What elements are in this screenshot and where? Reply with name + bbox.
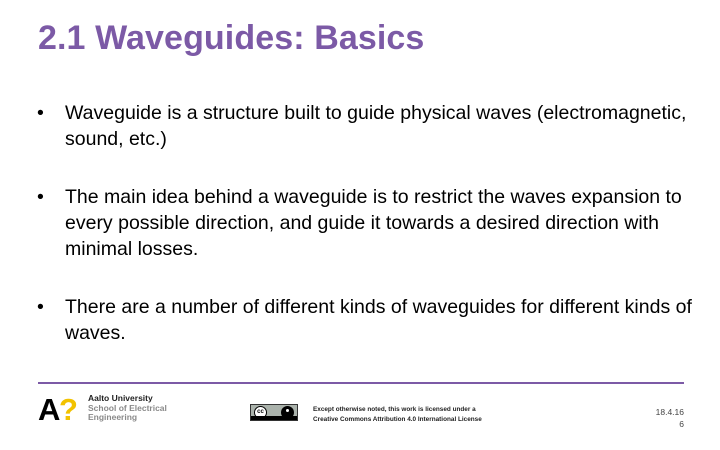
license-line2: Creative Commons Attribution 4.0 International License (313, 416, 482, 423)
bullet-marker: • (37, 102, 44, 124)
school-name-line2: Engineering (88, 412, 138, 422)
bullet-item (37, 100, 697, 152)
slide-date: 18.4.16 (655, 407, 684, 417)
slide-title: 2.1 Waveguides: Basics (38, 19, 425, 57)
bullet-marker: • (37, 296, 44, 318)
bullet-item (37, 184, 697, 262)
bullet-text: There are a number of different kinds of waveguides for different kinds of waves. (65, 296, 692, 344)
university-block (88, 394, 167, 423)
bullet-marker: • (37, 186, 44, 208)
bullet-item (37, 294, 697, 346)
page-number: 6 (679, 419, 684, 429)
school-name-line1: School of Electrical (88, 402, 167, 413)
license-notice (313, 405, 533, 425)
bullet-list (37, 100, 697, 346)
badge-stripe (251, 416, 297, 420)
logo-question-mark: ? (59, 393, 78, 423)
license-line1: Except otherwise noted, this work is licensed under a (313, 406, 476, 413)
university-name: Aalto University (88, 393, 153, 403)
aalto-logo-icon (38, 393, 80, 423)
logo-letter: A (38, 393, 61, 423)
bullet-text: The main idea behind a waveguide is to restrict the waves expansion to every possible direction, and guide it towards a desired direction with minimal losses. (65, 186, 682, 260)
bullet-text: Waveguide is a structure built to guide physical waves (electromagnetic, sound, etc.) (65, 102, 687, 150)
cc-icon: cc (254, 406, 267, 419)
slide-meta (656, 406, 684, 430)
footer-divider (38, 382, 684, 384)
cc-by-badge-icon (250, 404, 298, 421)
